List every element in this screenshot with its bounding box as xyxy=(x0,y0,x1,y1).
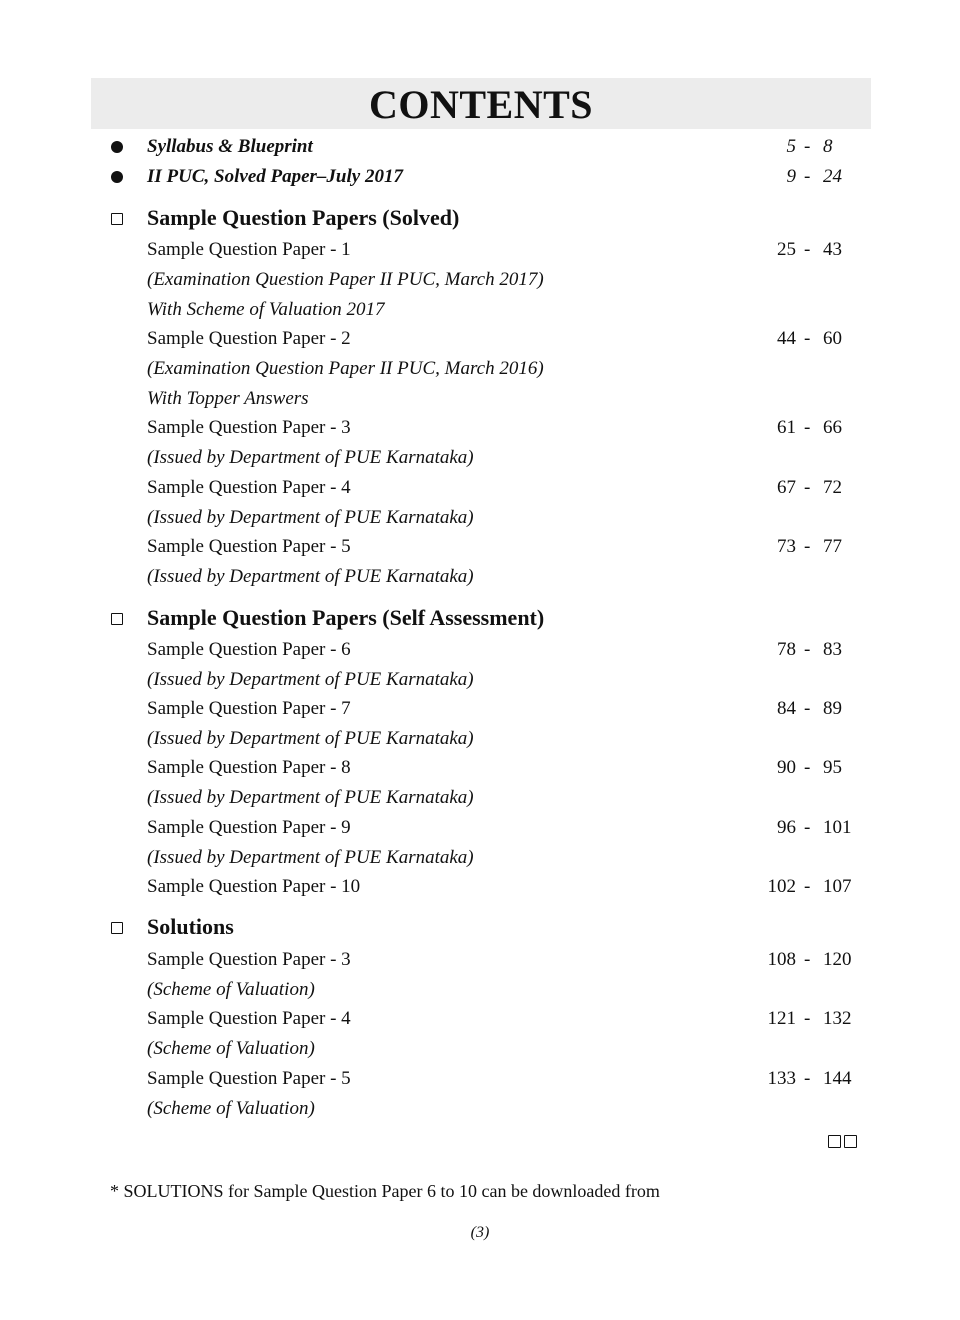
page-range-end: 8 xyxy=(823,136,833,157)
page-range-separator: - xyxy=(804,817,811,838)
page-range-start: 84 xyxy=(777,698,796,719)
page-number: (3) xyxy=(470,1224,490,1241)
checkbox-square-icon xyxy=(111,613,123,625)
toc-entry xyxy=(0,564,960,590)
toc-entry xyxy=(0,845,960,871)
toc-entry-label: Sample Question Papers (Solved) xyxy=(147,205,460,230)
page-range-start: 61 xyxy=(777,417,796,438)
toc-entry xyxy=(0,815,960,841)
page-range-start: 96 xyxy=(777,817,796,838)
toc-entry-label: With Topper Answers xyxy=(147,388,309,409)
page-range-start: 78 xyxy=(777,639,796,660)
toc-section-heading xyxy=(0,605,960,631)
page-range-separator: - xyxy=(804,328,811,349)
toc-entry xyxy=(0,1006,960,1032)
page-range-end: 144 xyxy=(823,1068,852,1089)
page-range-start: 9 xyxy=(786,166,796,187)
checkbox-square-icon xyxy=(111,213,123,225)
page-range-end: 107 xyxy=(823,876,852,897)
toc-entry xyxy=(0,637,960,663)
toc-entry xyxy=(0,755,960,781)
page-range-separator: - xyxy=(804,1008,811,1029)
toc-entry-label: (Issued by Department of PUE Karnataka) xyxy=(147,787,474,808)
toc-entry-label: Sample Question Paper - 1 xyxy=(147,239,351,260)
toc-entry-label: Sample Question Paper - 2 xyxy=(147,328,351,349)
toc-entry xyxy=(0,356,960,382)
page-range-start: 73 xyxy=(777,536,796,557)
toc-entry-label: (Examination Question Paper II PUC, March 2017) xyxy=(147,269,544,290)
toc-entry-label: Sample Question Paper - 10 xyxy=(147,876,361,897)
bullet-icon xyxy=(111,141,123,153)
toc-entry xyxy=(0,445,960,471)
toc-entry-label: With Scheme of Valuation 2017 xyxy=(147,299,385,320)
toc-entry-label: Sample Question Paper - 7 xyxy=(147,698,351,719)
page-range-end: 83 xyxy=(823,639,842,660)
toc-section-heading xyxy=(0,205,960,231)
toc-section-heading xyxy=(0,914,960,940)
toc-entry xyxy=(0,505,960,531)
page-range-start: 133 xyxy=(767,1068,796,1089)
toc-entry-label: Sample Question Papers (Self Assessment) xyxy=(147,605,545,630)
title-banner xyxy=(91,78,871,129)
page-range-separator: - xyxy=(804,536,811,557)
toc-entry-label: (Scheme of Valuation) xyxy=(147,979,315,1000)
page-range-separator: - xyxy=(804,477,811,498)
toc-entry xyxy=(0,785,960,811)
toc-entry-label: Sample Question Paper - 9 xyxy=(147,817,351,838)
toc-entry-label: Sample Question Paper - 5 xyxy=(147,536,351,557)
end-mark-icon xyxy=(828,1135,857,1148)
page-range-separator: - xyxy=(804,166,811,187)
page-range-start: 90 xyxy=(777,757,796,778)
page-range-separator: - xyxy=(804,757,811,778)
page-range-start: 102 xyxy=(767,876,796,897)
page-range-start: 121 xyxy=(767,1008,796,1029)
toc-entry-label: (Examination Question Paper II PUC, March 2016) xyxy=(147,358,544,379)
page-range-separator: - xyxy=(804,239,811,260)
toc-entry-label: (Issued by Department of PUE Karnataka) xyxy=(147,728,474,749)
toc-entry-label: (Issued by Department of PUE Karnataka) xyxy=(147,566,474,587)
page-range-separator: - xyxy=(804,639,811,660)
toc-entry xyxy=(0,134,960,160)
toc-entry xyxy=(0,297,960,323)
page-range-end: 24 xyxy=(823,166,842,187)
toc-entry xyxy=(0,267,960,293)
toc-entry-label: (Issued by Department of PUE Karnataka) xyxy=(147,507,474,528)
toc-entry-label: (Scheme of Valuation) xyxy=(147,1098,315,1119)
page-range-start: 5 xyxy=(786,136,796,157)
toc-entry xyxy=(0,326,960,352)
toc-entry xyxy=(0,164,960,190)
page-range-start: 44 xyxy=(777,328,796,349)
page-range-end: 120 xyxy=(823,949,852,970)
toc-entry-label: Sample Question Paper - 8 xyxy=(147,757,351,778)
toc-entry-label: Sample Question Paper - 5 xyxy=(147,1068,351,1089)
toc-entry xyxy=(0,415,960,441)
toc-entry-label: Sample Question Paper - 4 xyxy=(147,1008,351,1029)
toc-entry xyxy=(0,696,960,722)
page-range-separator: - xyxy=(804,949,811,970)
page-range-end: 66 xyxy=(823,417,842,438)
page-range-start: 108 xyxy=(767,949,796,970)
page-title: CONTENTS xyxy=(368,82,594,127)
toc-entry-label: II PUC, Solved Paper–July 2017 xyxy=(147,166,403,187)
toc-entry-label: Syllabus & Blueprint xyxy=(147,136,313,157)
toc-entry xyxy=(0,386,960,412)
page-range-separator: - xyxy=(804,698,811,719)
toc-entry-label: (Issued by Department of PUE Karnataka) xyxy=(147,847,474,868)
toc-entry-label: (Issued by Department of PUE Karnataka) xyxy=(147,669,474,690)
toc-entry xyxy=(0,947,960,973)
toc-entry xyxy=(0,667,960,693)
page-range-separator: - xyxy=(804,417,811,438)
page-range-start: 67 xyxy=(777,477,796,498)
toc-entry xyxy=(0,534,960,560)
checkbox-square-icon xyxy=(111,922,123,934)
page-range-separator: - xyxy=(804,1068,811,1089)
toc-entry-label: Sample Question Paper - 3 xyxy=(147,949,351,970)
toc-entry xyxy=(0,874,960,900)
toc-entry-label: Sample Question Paper - 3 xyxy=(147,417,351,438)
toc-entry-label: Sample Question Paper - 4 xyxy=(147,477,351,498)
toc-entry xyxy=(0,977,960,1003)
page-range-end: 95 xyxy=(823,757,842,778)
toc-entry xyxy=(0,1096,960,1122)
page-range-end: 72 xyxy=(823,477,842,498)
page-range-end: 101 xyxy=(823,817,852,838)
page-range-end: 89 xyxy=(823,698,842,719)
page-range-end: 43 xyxy=(823,239,842,260)
toc-entry-label: (Issued by Department of PUE Karnataka) xyxy=(147,447,474,468)
toc-entry-label: Solutions xyxy=(147,914,234,939)
page-range-start: 25 xyxy=(777,239,796,260)
toc-entry-label: Sample Question Paper - 6 xyxy=(147,639,351,660)
page-range-separator: - xyxy=(804,876,811,897)
bullet-icon xyxy=(111,171,123,183)
page-range-end: 132 xyxy=(823,1008,852,1029)
toc-entry-label: (Scheme of Valuation) xyxy=(147,1038,315,1059)
toc-entry xyxy=(0,237,960,263)
page-range-separator: - xyxy=(804,136,811,157)
footnote: * SOLUTIONS for Sample Question Paper 6 to 10 can be downloaded from xyxy=(110,1181,660,1201)
page-range-end: 77 xyxy=(823,536,842,557)
toc-entry xyxy=(0,475,960,501)
page-range-end: 60 xyxy=(823,328,842,349)
toc-entry xyxy=(0,1036,960,1062)
toc-entry xyxy=(0,726,960,752)
toc-entry xyxy=(0,1066,960,1092)
